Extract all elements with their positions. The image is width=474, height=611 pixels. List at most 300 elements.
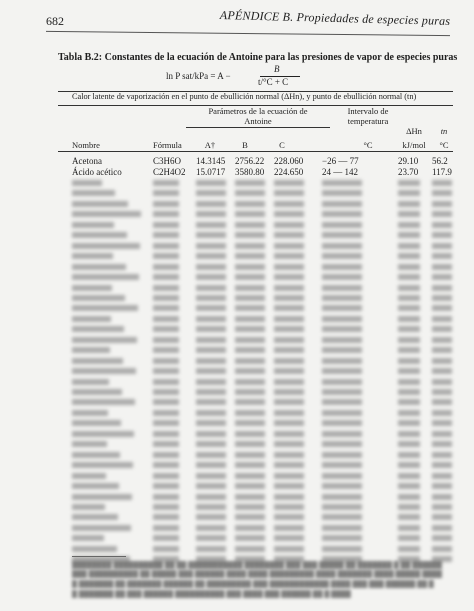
cell-obscured [398,462,420,468]
cell-obscured [72,190,115,196]
cell-obscured [153,285,179,291]
cell-obscured [235,452,265,458]
cell-obscured [235,494,265,500]
cell-obscured [196,441,226,447]
cell-obscured [432,462,452,468]
cell-a: 14.3145 [196,156,226,166]
cell-obscured [72,368,136,374]
cell-obscured [432,431,452,437]
cell-obscured [153,232,179,238]
cell-obscured [72,483,119,489]
cell-obscured [153,546,179,552]
cell-tn: 56.2 [432,156,448,166]
table-row-obscured [58,366,458,376]
cell-obscured [72,399,135,405]
cell-obscured [398,546,420,552]
cell-obscured [432,494,452,500]
cell-obscured [398,211,420,217]
cell-obscured [235,389,265,395]
cell-obscured [196,525,226,531]
cell-obscured [153,431,179,437]
table-row-obscured [58,492,458,502]
cell-obscured [274,462,304,468]
cell-obscured [432,274,452,280]
cell-obscured [432,389,452,395]
cell-obscured [235,514,265,520]
cell-obscured [274,211,304,217]
cell-obscured [235,410,265,416]
cell-obscured [153,483,179,489]
cell-obscured [196,326,226,332]
cell-obscured [398,232,420,238]
cell-obscured [398,180,420,186]
cell-name: Ácido acético [72,167,122,177]
cell-obscured [196,368,226,374]
cell-obscured [398,295,420,301]
cell-obscured [432,326,452,332]
cell-obscured [153,514,179,520]
cell-obscured [235,368,265,374]
cell-formula: C3H6O [153,156,182,166]
cell-obscured [72,326,124,332]
cell-obscured [398,441,420,447]
latent-heat-note: Calor latente de vaporización en el punto de ebullición normal (ΔHn), y punto de ebullición normal (tn) [72,92,417,101]
cell-obscured [196,201,226,207]
cell-obscured [398,274,420,280]
cell-obscured [196,410,226,416]
cell-obscured [235,546,265,552]
cell-obscured [235,441,265,447]
cell-formula: C2H4O2 [153,167,186,177]
cell-obscured [398,494,420,500]
cell-obscured [398,379,420,385]
cell-obscured [235,264,265,270]
header-antoine-group: Parámetros de la ecuación de Antoine [208,106,308,126]
cell-obscured [398,535,420,541]
cell-obscured [432,410,452,416]
cell-obscured [274,232,304,238]
cell-obscured [196,190,226,196]
cell-obscured [235,326,265,332]
cell-obscured [322,274,362,280]
table-row-obscured [58,188,458,198]
cell-obscured [235,535,265,541]
table-row-obscured [58,502,458,512]
cell-obscured [196,483,226,489]
cell-obscured [235,274,265,280]
table-row-obscured [58,439,458,449]
cell-obscured [235,399,265,405]
cell-obscured [235,211,265,217]
cell-obscured [196,211,226,217]
cell-obscured [274,483,304,489]
cell-obscured [432,358,452,364]
cell-obscured [322,494,362,500]
cell-c: 228.060 [274,156,304,166]
table-row-obscured [58,387,458,397]
cell-obscured [235,316,265,322]
cell-obscured [322,295,362,301]
cell-obscured [235,285,265,291]
table-row-obscured [58,230,458,240]
cell-obscured [274,399,304,405]
cell-obscured [72,441,107,447]
cell-obscured [235,525,265,531]
table-row-obscured [58,418,458,428]
cell-obscured [153,441,179,447]
cell-obscured [274,264,304,270]
table-row [58,156,458,166]
cell-obscured [153,243,179,249]
cell-obscured [153,420,179,426]
table-header-rule [58,151,453,152]
cell-obscured [322,410,362,416]
cell-obscured [322,180,362,186]
cell-c: 224.650 [274,167,304,177]
cell-obscured [274,180,304,186]
table-row-obscured [58,450,458,460]
cell-obscured [196,399,226,405]
cell-obscured [322,546,362,552]
cell-obscured [432,285,452,291]
cell-obscured [196,295,226,301]
cell-obscured [72,431,134,437]
cell-obscured [72,494,132,500]
cell-obscured [274,473,304,479]
cell-obscured [432,473,452,479]
cell-obscured [274,358,304,364]
cell-obscured [72,316,111,322]
cell-range: −26 — 77 [322,156,359,166]
cell-obscured [153,211,179,217]
cell-obscured [322,504,362,510]
equation-numerator: B [274,64,280,74]
cell-obscured [432,399,452,405]
table-row-obscured [58,533,458,543]
table-row-obscured [58,523,458,533]
cell-obscured [196,243,226,249]
cell-obscured [196,274,226,280]
cell-obscured [432,546,452,552]
cell-obscured [72,201,128,207]
cell-obscured [432,295,452,301]
header-dhn: ΔHn [406,126,422,136]
cell-obscured [153,410,179,416]
cell-obscured [322,431,362,437]
cell-range: 24 — 142 [322,167,358,177]
cell-obscured [432,190,452,196]
cell-obscured [235,462,265,468]
cell-obscured [72,462,133,468]
cell-obscured [432,211,452,217]
cell-obscured [196,452,226,458]
table-row-obscured [58,303,458,313]
cell-obscured [274,190,304,196]
cell-obscured [274,295,304,301]
cell-obscured [398,285,420,291]
cell-obscured [196,514,226,520]
cell-obscured [196,473,226,479]
cell-obscured [153,347,179,353]
cell-obscured [153,264,179,270]
cell-obscured [274,274,304,280]
cell-obscured [235,190,265,196]
table-row-obscured [58,335,458,345]
table-row-obscured [58,272,458,282]
header-tn: tn [440,126,448,136]
cell-obscured [432,452,452,458]
cell-obscured [235,358,265,364]
cell-obscured [432,253,452,259]
cell-obscured [72,358,123,364]
cell-obscured [274,389,304,395]
cell-obscured [153,295,179,301]
cell-obscured [274,285,304,291]
header-b: B [242,140,248,150]
cell-obscured [432,368,452,374]
cell-obscured [274,316,304,322]
cell-obscured [72,222,114,228]
cell-obscured [322,316,362,322]
cell-obscured [274,504,304,510]
cell-obscured [432,379,452,385]
cell-obscured [274,337,304,343]
cell-obscured [235,473,265,479]
cell-obscured [398,431,420,437]
cell-obscured [196,347,226,353]
header-name: Nombre [72,140,100,150]
cell-obscured [322,253,362,259]
cell-obscured [153,326,179,332]
cell-obscured [72,337,137,343]
cell-obscured [274,347,304,353]
cell-obscured [72,253,113,259]
cell-obscured [322,347,362,353]
cell-obscured [322,368,362,374]
cell-obscured [398,347,420,353]
footnote-obscured: ███ ██████████ ██ █████ ███ ██████ ████ ████ █████████ ████ ███████ ████ █████ ████ [72,570,442,578]
cell-obscured [432,243,452,249]
cell-obscured [153,379,179,385]
table-row-obscured [58,429,458,439]
cell-obscured [398,201,420,207]
cell-obscured [322,535,362,541]
cell-obscured [322,326,362,332]
cell-obscured [274,546,304,552]
cell-obscured [322,232,362,238]
cell-obscured [196,546,226,552]
cell-obscured [432,222,452,228]
cell-obscured [196,535,226,541]
cell-obscured [398,190,420,196]
cell-obscured [274,222,304,228]
cell-obscured [274,253,304,259]
cell-dhn: 29.10 [398,156,419,166]
table-row-obscured [58,481,458,491]
cell-obscured [72,180,102,186]
table-row-obscured [58,209,458,219]
cell-obscured [153,222,179,228]
table-row-obscured [58,408,458,418]
cell-a: 15.0717 [196,167,226,177]
cell-obscured [196,180,226,186]
cell-obscured [398,483,420,489]
cell-b: 3580.80 [235,167,265,177]
cell-obscured [322,190,362,196]
header-interval-unit: °C [363,140,373,150]
cell-obscured [72,410,108,416]
cell-obscured [153,190,179,196]
equation-denominator: t/°C + C [258,77,289,87]
footnote-obscured: █ ███████ ██ ███ ██████ ██████████ ███ ████ ███ ██████ ██ █ ████ [72,590,351,598]
cell-obscured [235,379,265,385]
cell-obscured [235,222,265,228]
cell-obscured [235,337,265,343]
cell-obscured [196,431,226,437]
cell-obscured [235,180,265,186]
cell-obscured [274,305,304,311]
cell-obscured [398,525,420,531]
cell-obscured [72,504,105,510]
header-formula: Fórmula [153,140,182,150]
cell-obscured [322,420,362,426]
cell-name: Acetona [72,156,102,166]
cell-obscured [153,494,179,500]
cell-obscured [196,420,226,426]
cell-obscured [398,264,420,270]
cell-obscured [322,285,362,291]
cell-obscured [153,535,179,541]
cell-obscured [322,222,362,228]
cell-obscured [153,358,179,364]
cell-obscured [322,211,362,217]
cell-obscured [153,201,179,207]
cell-obscured [322,389,362,395]
cell-b: 2756.22 [235,156,265,166]
cell-obscured [322,379,362,385]
cell-obscured [274,379,304,385]
cell-obscured [398,337,420,343]
cell-obscured [398,452,420,458]
cell-obscured [322,441,362,447]
cell-obscured [72,347,110,353]
cell-obscured [235,420,265,426]
cell-obscured [153,368,179,374]
page-number: 682 [46,14,64,28]
cell-obscured [72,535,104,541]
cell-obscured [432,201,452,207]
cell-obscured [432,264,452,270]
cell-obscured [274,243,304,249]
cell-tn: 117.9 [432,167,452,177]
cell-obscured [432,347,452,353]
cell-obscured [235,253,265,259]
cell-obscured [322,337,362,343]
cell-obscured [322,514,362,520]
cell-obscured [274,410,304,416]
cell-obscured [72,232,127,238]
cell-obscured [153,180,179,186]
cell-obscured [72,285,112,291]
cell-obscured [235,243,265,249]
cell-obscured [153,473,179,479]
cell-obscured [432,337,452,343]
cell-obscured [322,483,362,489]
cell-obscured [322,305,362,311]
table-title: Tabla B.2: Constantes de la ecuación de Antoine para las presiones de vapor de especies puras [58,52,458,63]
table-row-obscured [58,324,458,334]
header-group-rule [186,127,330,128]
footnote-obscured: █ ███████ ██ ███████ ██████ ██ █████████ ███ ████████████ ████ ███ ███ ██████ ██ █ [72,580,434,588]
footnote-obscured: ████████ ██████████ ██ ██ ███████████ ████████ ███ ███ █████ ██ ███████ █ ██ ██████ [72,561,442,569]
cell-obscured [72,243,140,249]
cell-obscured [398,222,420,228]
cell-obscured [196,285,226,291]
cell-obscured [153,316,179,322]
equation-lhs: ln P sat/kPa = A − [166,71,231,81]
cell-obscured [196,389,226,395]
cell-obscured [235,295,265,301]
cell-obscured [322,201,362,207]
cell-obscured [398,326,420,332]
cell-obscured [398,389,420,395]
cell-obscured [432,504,452,510]
cell-obscured [153,253,179,259]
table-row-obscured [58,460,458,470]
header-dhn-unit: kJ/mol [402,140,426,150]
cell-obscured [235,232,265,238]
cell-obscured [398,358,420,364]
cell-obscured [72,295,125,301]
cell-obscured [398,305,420,311]
cell-obscured [72,389,122,395]
cell-obscured [432,525,452,531]
cell-obscured [274,441,304,447]
cell-obscured [322,243,362,249]
cell-obscured [196,232,226,238]
cell-obscured [153,504,179,510]
cell-obscured [274,201,304,207]
cell-obscured [72,420,121,426]
cell-obscured [196,358,226,364]
cell-obscured [196,253,226,259]
cell-obscured [235,201,265,207]
cell-obscured [196,379,226,385]
cell-obscured [235,431,265,437]
cell-obscured [432,420,452,426]
cell-obscured [398,514,420,520]
cell-obscured [274,452,304,458]
cell-obscured [322,358,362,364]
table-row-obscured [58,544,458,554]
cell-obscured [432,232,452,238]
cell-obscured [274,525,304,531]
cell-obscured [322,525,362,531]
cell-obscured [235,504,265,510]
cell-obscured [398,368,420,374]
cell-obscured [153,399,179,405]
table-row-obscured [58,471,458,481]
cell-obscured [398,243,420,249]
cell-obscured [72,211,141,217]
cell-obscured [398,420,420,426]
table-row-obscured [58,283,458,293]
cell-obscured [274,368,304,374]
table-row-obscured [58,314,458,324]
cell-obscured [398,473,420,479]
table-row-obscured [58,397,458,407]
cell-obscured [432,305,452,311]
